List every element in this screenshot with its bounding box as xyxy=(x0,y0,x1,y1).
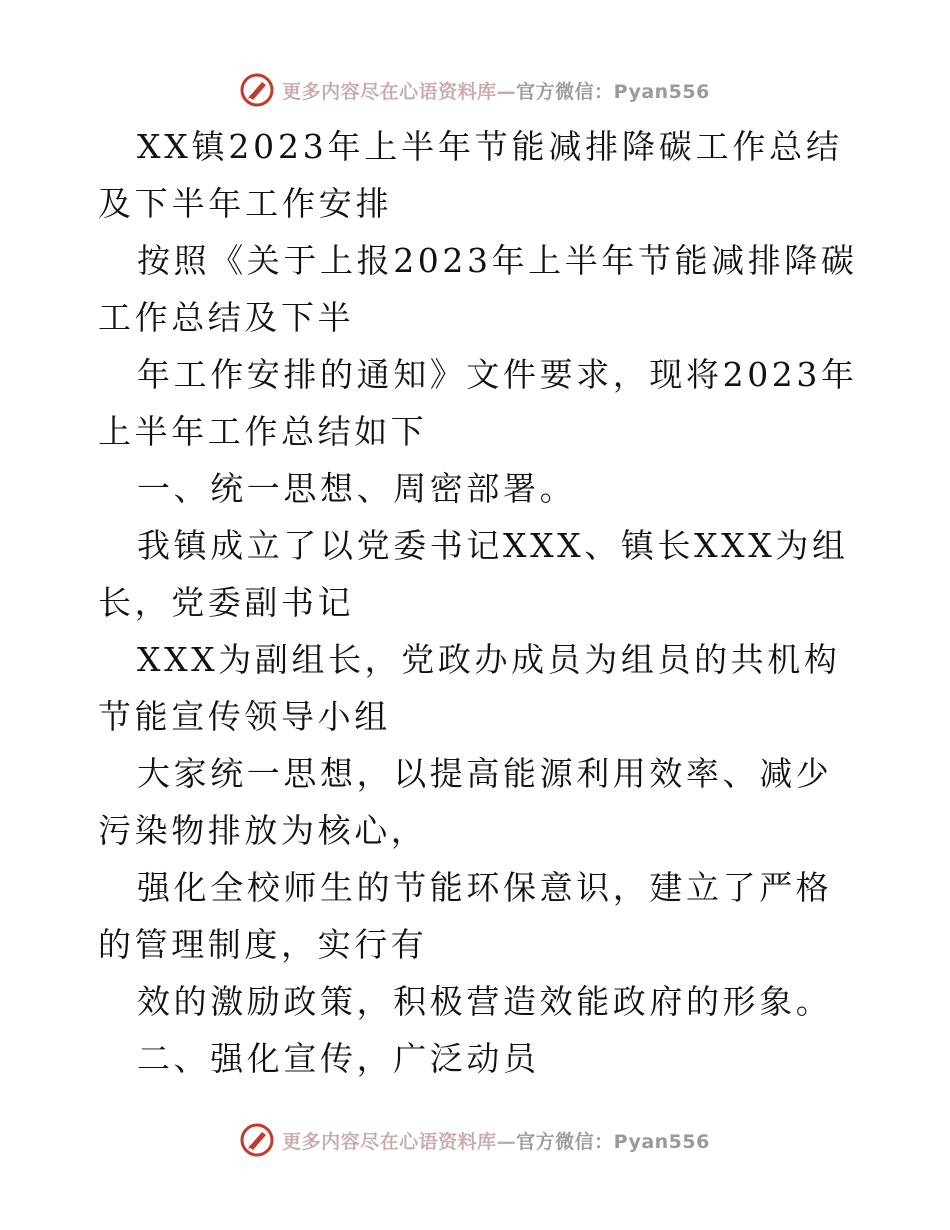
document-body xyxy=(98,118,858,1087)
watermark-promo: 更多内容尽在心语资料库 xyxy=(282,1130,497,1153)
paragraph: 大家统一思想，以提高能源利用效率、减少污染物排放为核心， xyxy=(98,754,833,850)
paragraph: 我镇成立了以党委书记XXX、镇长XXX为组长，党委副书记 xyxy=(98,526,849,622)
watermark-wechat: 官方微信：Pyan556 xyxy=(516,1130,710,1153)
watermark-separator: — xyxy=(496,1130,517,1153)
document-title: XX镇2023年上半年节能减排降碳工作总结及下半年工作安排 xyxy=(98,127,843,223)
section-heading: 一、统一思想、周密部署。 xyxy=(137,469,577,508)
watermark-separator: — xyxy=(496,80,517,103)
paragraph: XXX为副组长，党政办成员为组员的共机构节能宣传领导小组 xyxy=(98,640,841,736)
paragraph: 效的激励政策，积极营造效能政府的形象。 xyxy=(137,982,833,1021)
paragraph: 年工作安排的通知》文件要求，现将2023年上半年工作总结如下 xyxy=(98,355,858,451)
paragraph: 强化全校师生的节能环保意识，建立了严格的管理制度，实行有 xyxy=(98,868,833,964)
logo-icon xyxy=(240,1123,274,1157)
watermark-banner-top xyxy=(0,70,950,110)
watermark-wechat: 官方微信：Pyan556 xyxy=(516,80,710,103)
watermark-text xyxy=(282,1127,710,1154)
section-heading: 二、强化宣传，广泛动员 xyxy=(137,1039,540,1078)
logo-icon xyxy=(240,73,274,107)
watermark-text xyxy=(282,77,710,104)
watermark-banner-bottom xyxy=(0,1120,950,1160)
watermark-promo: 更多内容尽在心语资料库 xyxy=(282,80,497,103)
paragraph: 按照《关于上报2023年上半年节能减排降碳工作总结及下半 xyxy=(98,241,858,337)
